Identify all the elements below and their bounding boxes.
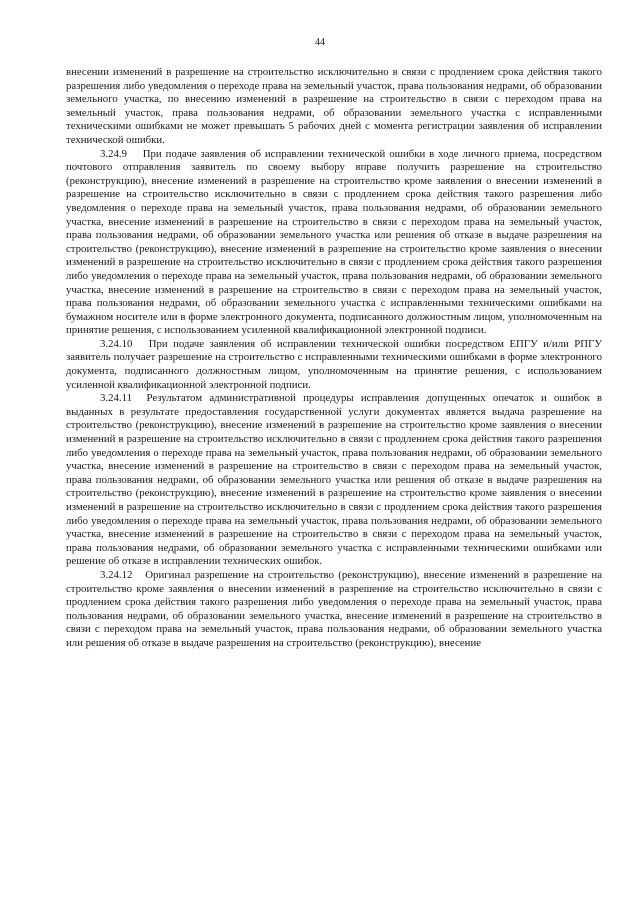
paragraph-number: 3.24.12 <box>100 568 133 581</box>
paragraph-number: 3.24.10 <box>100 337 133 350</box>
paragraph-3-24-11 <box>66 392 602 569</box>
paragraph-number: 3.24.11 <box>100 392 132 405</box>
paragraph-3-24-12 <box>66 569 602 651</box>
page-number: 44 <box>315 37 325 48</box>
paragraph-3-24-10 <box>66 338 602 392</box>
paragraph-continuation <box>66 66 602 148</box>
paragraph-text: внесении изменений в разрешение на строительство исключительно в связи с продлением срока действия такого разрешения либо уведомления о переходе права на земельный участок, права пользования недрами, об образовании земельного участка, по внесению изменений в разрешение на строительство в связи с переходом права на земельный участок, права пользования недрами, об образовании земельного участка с исправленными техническими ошибками не может превышать 5 рабочих дней с момента регистрации заявления об исправлении технической ошибки. <box>66 66 602 146</box>
paragraph-3-24-9 <box>66 148 602 338</box>
paragraph-text: При подаче заявления об исправлении технической ошибки посредством ЕПГУ и/или РПГУ заявитель получает разрешение на строительство с исправленными техническими ошибками в форме электронного документа, подписанного должностным лицом, уполномоченным на принятие решения, с использованием усиленной квалификационной электронной подписи. <box>66 337 602 391</box>
paragraph-number: 3.24.9 <box>100 147 127 160</box>
paragraph-text: Результатом административной процедуры исправления допущенных опечаток и ошибок в выданных в результате предоставления государственной услуги документах является выдача разрешение на строительство (реконструкцию), внесение изменений в разрешение на строительство кроме заявления о внесении изменений в разрешение на строительство исключительно в связи с продлением срока действия такого разрешения либо уведомления о переходе права на земельный участок, права пользования недрами, об образовании земельного участка, внесение изменений в разрешение на строительство в связи с переходом права на земельный участок, права пользования недрами, об образовании земельного участка или решения об отказе в выдаче разрешения на строительство (реконструкцию), внесение изменений в разрешение на строительство кроме заявления о внесении изменений в разрешение на строительство исключительно в связи с продлением срока действия такого разрешения либо уведомления о переходе права на земельный участок, права пользования недрами, об образовании земельного участка, внесение изменений в разрешение на строительство в связи с переходом права на земельный участок, права пользования недрами, об образовании земельного участка с исправленными техническими ошибками или решение об отказе в исправлении технических ошибок. <box>66 392 602 568</box>
paragraph-text: Оригинал разрешение на строительство (реконструкцию), внесение изменений в разрешение на строительство кроме заявления о внесении изменений в разрешение на строительство исключительно в связи с продлением срока действия такого разрешения либо уведомления о переходе права на земельный участок, права пользования недрами, об образовании земельного участка, внесение изменений в разрешение на строительство в связи с переходом права на земельный участок, права пользования недрами, об образовании земельного участка или решения об отказе в выдаче разрешения на строительство (реконструкцию), внесение <box>66 568 602 649</box>
paragraph-text: При подаче заявления об исправлении технической ошибки в ходе личного приема, посредством почтового отправления заявитель по своему выбору вправе получить разрешение на строительство (реконструкцию), внесение изменений в разрешение на строительство кроме заявления о внесении изменений в разрешение на строительство исключительно в связи с продлением срока действия такого разрешения либо уведомления о переходе права на земельный участок, права пользования недрами, об образовании земельного участка, внесение изменений в разрешение на строительство в связи с переходом права на земельный участок, права пользования недрами, об образовании земельного участка или решения об отказе в выдаче разрешения на строительство (реконструкцию), внесение изменений в разрешение на строительство кроме заявления о внесении изменений в разрешение на строительство исключительно в связи с продлением срока действия такого разрешения либо уведомления о переходе права на земельный участок, права пользования недрами, об образовании земельного участка, внесение изменений в разрешение на строительство в связи с переходом права на земельный участок, права пользования недрами, об образовании земельного участка с исправленными техническими ошибками на бумажном носителе или в форме электронного документа, подписанного должностным лицом, уполномоченным на принятие решения, с использованием усиленной квалификационной электронной подписи. <box>66 147 602 337</box>
document-body <box>66 66 602 651</box>
